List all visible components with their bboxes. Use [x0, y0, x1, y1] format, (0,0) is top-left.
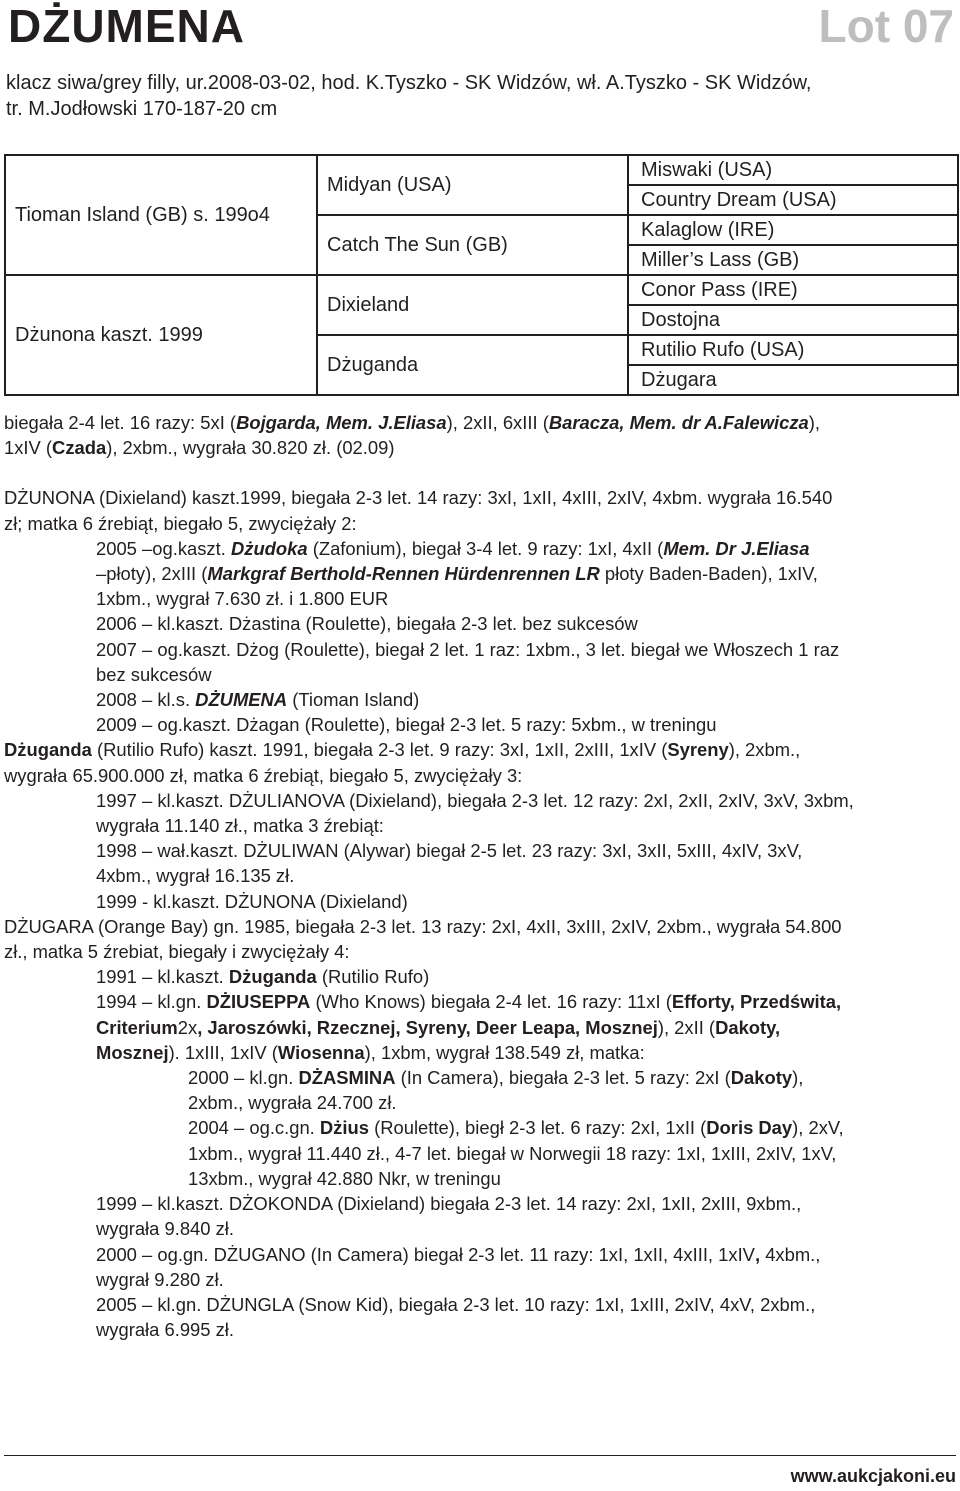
horse-description — [6, 70, 946, 122]
dam-paragraph: DŻUNONA (Dixieland) kaszt.1999, biegała 2-3 let. 14 razy: 3xI, 1xII, 4xIII, 2xIV, 4xbm. wygrała 16.540 zł; matka 6 źrebiąt, biegało 5, zwyciężały 2: — [4, 487, 833, 534]
horse-name: DŻUMENA — [8, 0, 245, 52]
pedigree-g3: Miswaki (USA) — [628, 155, 958, 185]
pedigree-dam-dam: Dżuganda — [317, 335, 628, 395]
website-link[interactable]: www.aukcjakoni.eu — [790, 1466, 956, 1486]
offspring-entry: 1997 – kl.kaszt. DŻULIANOVA (Dixieland), biegała 2-3 let. 12 razy: 2xI, 2xII, 2xIV, 3xV, 3xbm, wygrała 11.140 zł., matka 3 źrebiąt: — [96, 789, 854, 837]
pedigree-g3: Dostojna — [628, 305, 958, 335]
offspring-entry: 1998 – wał.kaszt. DŻULIWAN (Alywar) biegał 2-5 let. 23 razy: 3xI, 3xII, 5xIII, 4xIV, 3xV, 4xbm., wygrał 16.135 zł. — [96, 840, 803, 887]
race-record: biegała 2-4 let. 16 razy: 5xI (Bojgarda, Mem. J.Eliasa), 2xII, 6xIII (Baracza, Mem. dr A.Falewicza), 1xIV (Czada), 2xbm., wygrała 30.820 zł. (02.09) — [4, 412, 821, 459]
offspring-entry: 2007 – og.kaszt. Dżog (Roulette), biegał 2 let. 1 raz: 1xbm., 3 let. biegał we Włoszech 1 raz bez sukcesów — [96, 638, 840, 685]
pedigree-g3: Conor Pass (IRE) — [628, 275, 958, 305]
offspring-entry: 2005 – kl.gn. DŻUNGLA (Snow Kid), biegała 2-3 let. 10 razy: 1xI, 1xIII, 2xIV, 4xV, 2xbm., wygrała 6.995 zł. — [96, 1293, 816, 1341]
footer-divider — [4, 1455, 956, 1456]
description-line: tr. M.Jodłowski 170-187-20 cm — [6, 98, 278, 120]
lot-number: Lot 07 — [818, 0, 954, 52]
great-granddam-paragraph: DŻUGARA (Orange Bay) gn. 1985, biegała 2-3 let. 13 razy: 2xI, 4xII, 3xIII, 2xIV, 2xbm., wygrała 54.800 zł., matka 5 źrebiat, biegały i zwyciężały 4: — [4, 915, 842, 963]
pedigree-sire-dam: Catch The Sun (GB) — [317, 215, 628, 275]
race-record-text — [4, 410, 956, 1342]
offspring-entry: 1991 – kl.kaszt. Dżuganda (Rutilio Rufo) — [96, 966, 430, 988]
offspring-entry: 2004 – og.c.gn. Dżius (Roulette), biegł 2-3 let. 6 razy: 2xI, 1xII (Doris Day), 2xV, 1xbm., wygrał 11.440 zł., 4-7 let. biegał w Norwegii 18 razy: 1xI, 1xIII, 2xIV, 1xV, 13xbm., wygrał 42.880 Nkr, w treningu — [188, 1117, 844, 1189]
description-line: klacz siwa/grey filly, ur.2008-03-02, hod. K.Tyszko - SK Widzów, wł. A.Tyszko - SK Widzów, — [6, 72, 812, 94]
pedigree-g3: Kalaglow (IRE) — [628, 215, 958, 245]
offspring-entry: 2008 – kl.s. DŻUMENA (Tioman Island) — [96, 689, 420, 711]
offspring-entry: 1999 – kl.kaszt. DŻOKONDA (Dixieland) biegała 2-3 let. 14 razy: 2xI, 1xII, 2xIII, 9xbm., wygrała 9.840 zł. — [96, 1193, 802, 1240]
offspring-entry: 2006 – kl.kaszt. Dżastina (Roulette), biegała 2-3 let. bez sukcesów — [96, 613, 638, 635]
pedigree-g3: Rutilio Rufo (USA) — [628, 335, 958, 365]
pedigree-dam-sire: Dixieland — [317, 275, 628, 335]
offspring-entry: 2000 – kl.gn. DŻASMINA (In Camera), biegała 2-3 let. 5 razy: 2xI (Dakoty), 2xbm., wygrała 24.700 zł. — [188, 1067, 804, 1114]
offspring-entry: 2000 – og.gn. DŻUGANO (In Camera) biegał 2-3 let. 11 razy: 1xI, 1xII, 4xIII, 1xIV, 4xbm., wygrał 9.280 zł. — [96, 1243, 821, 1290]
pedigree-sire-sire: Midyan (USA) — [317, 155, 628, 215]
pedigree-g3: Country Dream (USA) — [628, 185, 958, 215]
offspring-entry: 1999 - kl.kaszt. DŻUNONA (Dixieland) — [96, 890, 408, 912]
offspring-entry: 2005 –og.kaszt. Dżudoka (Zafonium), biegał 3-4 let. 9 razy: 1xI, 4xII (Mem. Dr J.Eliasa –płoty), 2xIII (Markgraf Berthold-Rennen Hürdenrennen LR płoty Baden-Baden), 1xIV, 1xbm., wygrał 7.630 zł. i 1.800 EUR — [96, 537, 818, 610]
pedigree-g3: Dżugara — [628, 365, 958, 395]
offspring-entry: 1994 – kl.gn. DŻIUSEPPA (Who Knows) biegała 2-4 let. 16 razy: 11xI (Efforty, Przedświta, Criterium2x, Jaroszówki, Rzecznej, Syreny, Deer Leapa, Mosznej), 2xII (Dakoty, Mosznej). 1xIII, 1xIV (Wiosenna), 1xbm, wygrał 138.549 zł, matka: — [96, 991, 842, 1063]
pedigree-table — [4, 154, 959, 396]
offspring-entry: 2009 – og.kaszt. Dżagan (Roulette), biegał 2-3 let. 5 razy: 5xbm., w treningu — [96, 714, 717, 736]
pedigree-g3: Miller’s Lass (GB) — [628, 245, 958, 275]
page-header — [4, 0, 956, 56]
granddam-paragraph: Dżuganda (Rutilio Rufo) kaszt. 1991, biegała 2-3 let. 9 razy: 3xI, 1xII, 2xIII, 1xIV (Syreny), 2xbm., wygrała 65.900.000 zł, matka 6 źrebiąt, biegało 5, zwyciężały 3: — [4, 739, 801, 786]
pedigree-dam: Dżunona kaszt. 1999 — [5, 275, 317, 395]
pedigree-sire: Tioman Island (GB) s. 199o4 — [5, 155, 317, 275]
